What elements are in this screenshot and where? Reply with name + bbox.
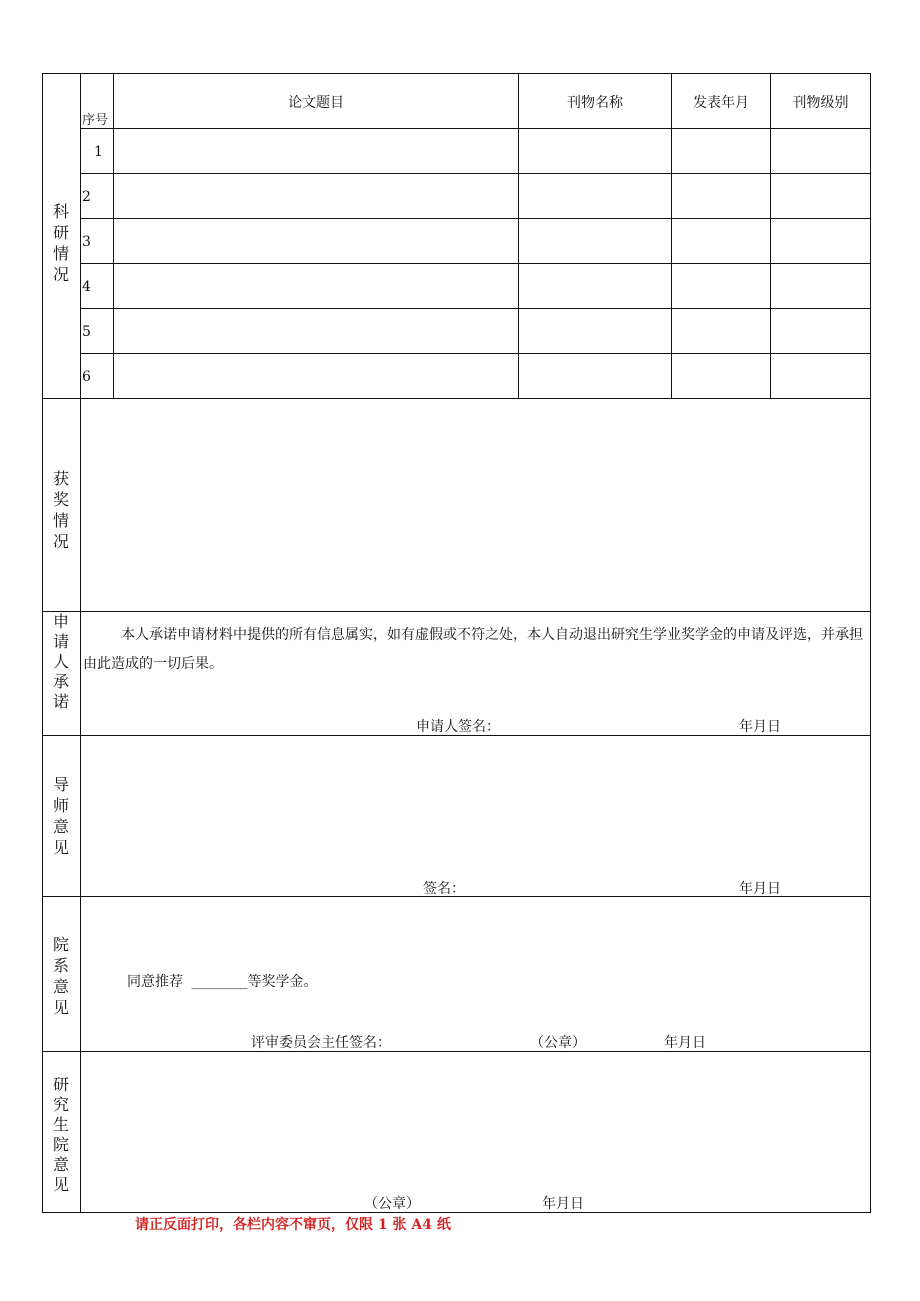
header-journal: 刊物名称 — [567, 95, 623, 111]
pledge-section-label: 申 请 人 承 诺 — [52, 612, 69, 711]
department-seal-label: （公章） — [530, 1035, 586, 1051]
header-date: 发表年月 — [693, 95, 749, 111]
recommend-prefix: 同意推荐 — [127, 974, 183, 990]
department-section-label: 院 系 意 见 — [52, 935, 69, 1017]
row-number: 6 — [82, 369, 91, 385]
committee-signature-label: 评审委员会主任签名： — [251, 1035, 391, 1051]
row-number: 5 — [82, 324, 91, 340]
awards-input-area[interactable] — [81, 399, 870, 611]
row-number: 3 — [82, 234, 91, 250]
print-instruction-note: 请正反面打印，各栏内容不窜页，仅限 1 张 A4 纸 — [135, 1217, 451, 1233]
research-section-label: 科 研 情 况 — [52, 202, 69, 284]
row-number: 2 — [82, 189, 91, 205]
header-title: 论文题目 — [288, 95, 344, 111]
advisor-signature-label: 签名： — [423, 881, 465, 897]
header-level: 刊物级别 — [792, 95, 849, 111]
row-number: 1 — [94, 144, 103, 160]
awards-section-label: 获 奖 情 况 — [52, 469, 69, 551]
recommend-suffix: 等奖学金。 — [247, 974, 318, 990]
graduate-school-opinion-area[interactable] — [81, 1052, 870, 1182]
advisor-date-label: 年月日 — [739, 881, 781, 897]
row-number: 4 — [82, 279, 91, 295]
pledge-date-label: 年月日 — [739, 719, 781, 735]
award-level-blank[interactable]: ________ — [191, 974, 248, 990]
pledge-text: 本人承诺申请材料中提供的所有信息属实，如有虚假或不符之处，本人自动退出研究生学业奖学金的申请及评选，并承担由此造成的一切后果。 — [83, 627, 863, 672]
graduate-school-section-label: 研 究 生 院 意 见 — [52, 1075, 69, 1194]
graduate-school-date-label: 年月日 — [542, 1196, 584, 1212]
recommend-line — [127, 971, 317, 991]
department-date-label: 年月日 — [664, 1035, 706, 1051]
header-seq: 序号 — [82, 113, 109, 128]
applicant-signature-label: 申请人签名： — [416, 719, 500, 735]
advisor-opinion-area[interactable] — [81, 736, 870, 866]
graduate-school-seal-label: （公章） — [364, 1196, 420, 1212]
advisor-section-label: 导 师 意 见 — [52, 775, 69, 857]
